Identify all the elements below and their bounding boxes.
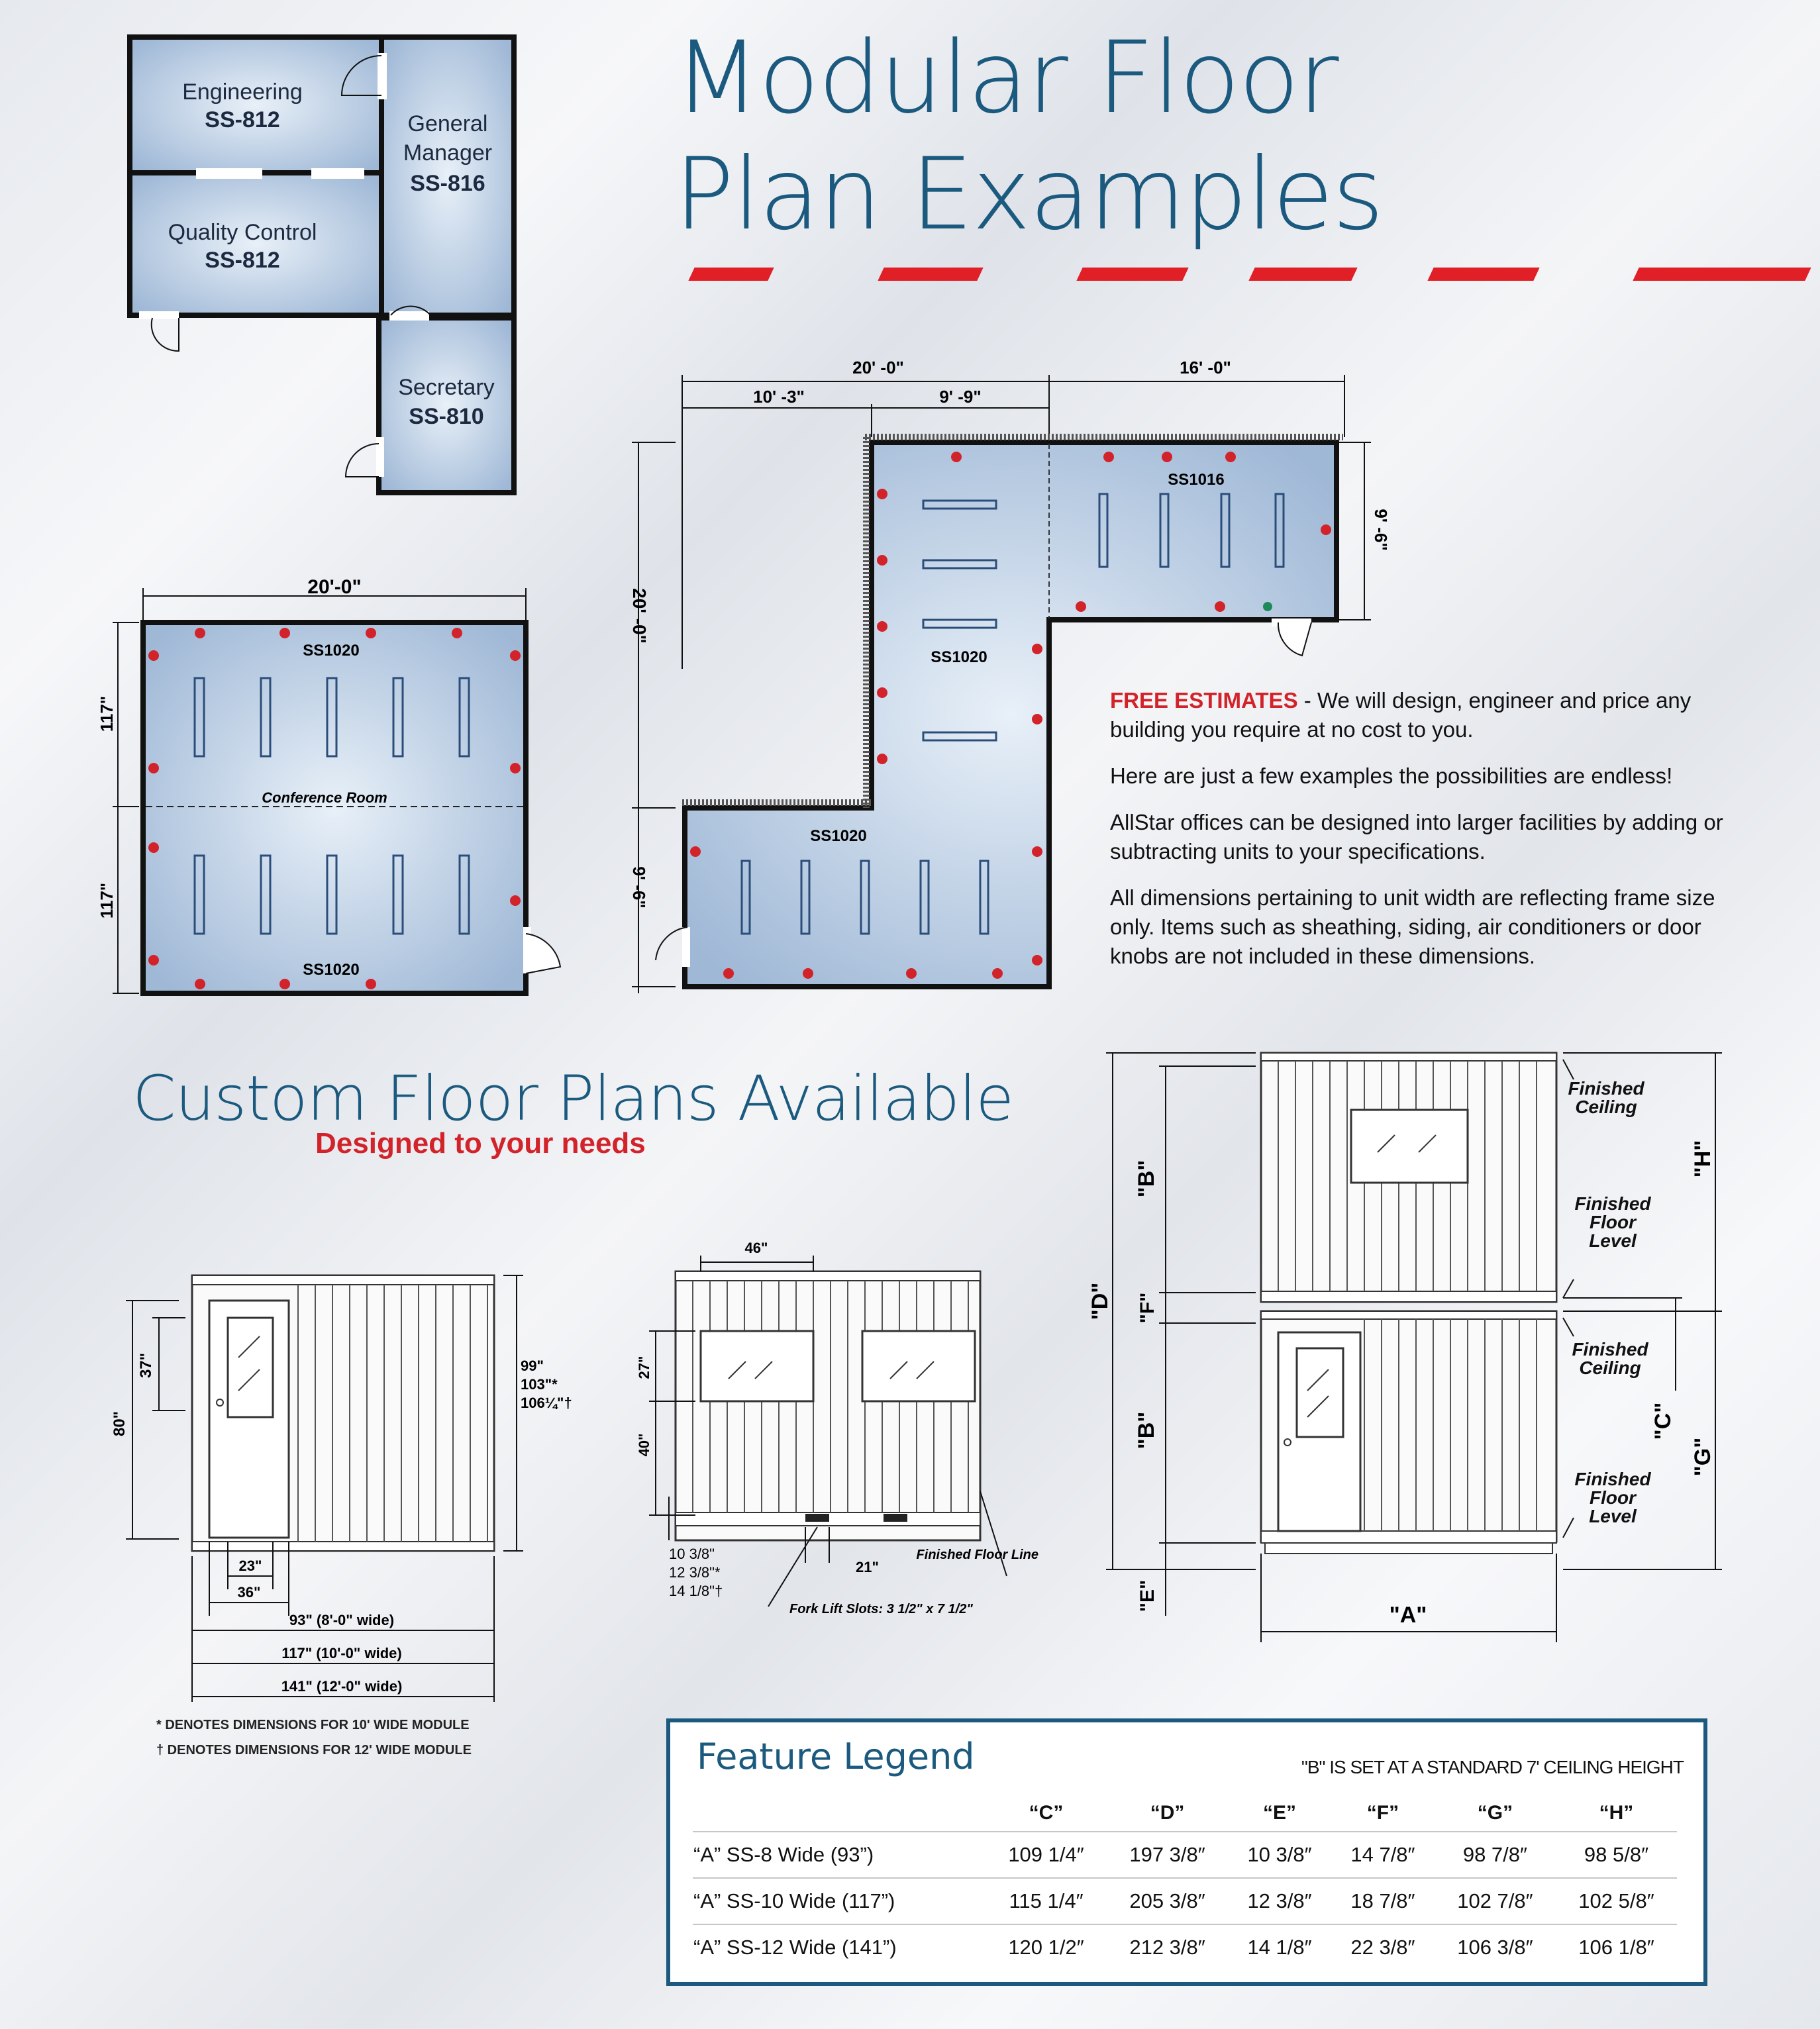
stack-label-b-upper: "B" xyxy=(1134,1160,1159,1198)
table-cell: “A” SS-12 Wide (141”) xyxy=(693,1924,986,1970)
dim-99: 99" xyxy=(521,1358,544,1374)
free-estimates-paragraph xyxy=(1110,686,1733,744)
general-manager-name-2: Manager xyxy=(403,140,493,166)
table-cell: 205 3/8″ xyxy=(1107,1878,1228,1924)
legend-header-row xyxy=(693,1795,1677,1832)
table-cell: 14 1/8″ xyxy=(1228,1924,1331,1970)
door-window xyxy=(228,1318,273,1417)
free-estimates-label: FREE ESTIMATES xyxy=(1110,688,1298,713)
general-manager-name-1: General xyxy=(407,111,488,136)
l-dim-left: 10' -3" xyxy=(753,387,805,407)
page-title xyxy=(674,20,1383,253)
table-cell: 102 5/8″ xyxy=(1556,1878,1677,1924)
table-cell: 12 3/8″ xyxy=(1228,1878,1331,1924)
quality-control-name: Quality Control xyxy=(168,220,317,245)
engineering-name: Engineering xyxy=(182,79,303,105)
table-row xyxy=(693,1924,1677,1970)
legend-header-cell: “G” xyxy=(1477,1802,1513,1824)
dim-106: 106¼"† xyxy=(521,1395,572,1411)
dim-80: 80" xyxy=(111,1410,128,1437)
feature-legend xyxy=(666,1718,1707,1986)
finished-floor-line: Finished Floor Line xyxy=(916,1548,1038,1562)
table-cell: 18 7/8″ xyxy=(1331,1878,1435,1924)
width-117: 117" (10'-0" wide) xyxy=(281,1645,402,1661)
side-elevation xyxy=(629,1232,1093,1629)
custom-floor-plans-heading: Custom Floor Plans Available xyxy=(132,1063,1014,1135)
legend-header-cell: “C” xyxy=(1029,1802,1064,1824)
stack-label-e: "E" xyxy=(1137,1579,1158,1612)
conference-height-dim-bottom: 117" xyxy=(97,882,117,919)
engineering-room xyxy=(130,37,381,173)
quality-control-model: SS-812 xyxy=(205,248,280,273)
fork-lift-slots: Fork Lift Slots: 3 1/2" x 7 1/2" xyxy=(789,1602,973,1616)
secretary-model: SS-810 xyxy=(409,404,484,429)
engineering-model: SS-812 xyxy=(205,107,280,132)
dim-27: 27" xyxy=(636,1356,652,1379)
info-paragraph-4: All dimensions pertaining to unit width are reflecting frame size only. Items such as sheathing, siding, air conditioners or door knobs are not included in these dimensions. xyxy=(1110,885,1715,968)
dim-37: 37" xyxy=(137,1352,155,1379)
finished-floor-level-lower: Finished Floor Level xyxy=(1574,1470,1651,1526)
stack-label-h: "H" xyxy=(1690,1140,1715,1178)
table-cell: 106 1/8″ xyxy=(1556,1924,1677,1970)
title-line-2: Plan Examples xyxy=(674,137,1383,252)
stacked-elevation xyxy=(1086,1040,1748,1656)
table-cell: 10 3/8″ xyxy=(1228,1832,1331,1878)
l-dim-right: 16' -0" xyxy=(1180,358,1231,377)
table-cell: 98 5/8″ xyxy=(1556,1832,1677,1878)
finished-floor-level-upper: Finished Floor Level xyxy=(1574,1195,1651,1251)
legend-ceiling-note: "B" IS SET AT A STANDARD 7' CEILING HEIGHT xyxy=(1301,1757,1684,1777)
l-label-ss1020-a: SS1020 xyxy=(931,648,987,666)
table-row xyxy=(693,1832,1677,1878)
dim-40: 40" xyxy=(636,1433,652,1457)
side-window-left xyxy=(701,1331,813,1401)
legend-header-cell: “F” xyxy=(1366,1802,1399,1824)
l-dim-mid: 9' -9" xyxy=(939,387,982,407)
table-cell: 115 1/4″ xyxy=(986,1878,1107,1924)
table-cell: 212 3/8″ xyxy=(1107,1924,1228,1970)
table-cell: 22 3/8″ xyxy=(1331,1924,1435,1970)
table-cell: 109 1/4″ xyxy=(986,1832,1107,1878)
dim-10-3-8: 10 3/8" xyxy=(669,1546,715,1562)
general-manager-model: SS-816 xyxy=(410,171,485,196)
stack-label-g: "G" xyxy=(1690,1437,1715,1477)
table-row xyxy=(693,1878,1677,1924)
info-block xyxy=(1110,686,1733,988)
legend-table xyxy=(693,1795,1677,1970)
dim-103: 103"* xyxy=(521,1376,558,1393)
conference-room-label: Conference Room xyxy=(262,789,387,806)
title-line-1: Modular Floor xyxy=(674,21,1338,136)
legend-header-cell: “H” xyxy=(1599,1802,1634,1824)
table-cell: 106 3/8″ xyxy=(1435,1924,1556,1970)
dim-12-3-8: 12 3/8"* xyxy=(669,1564,721,1581)
stack-label-a: "A" xyxy=(1389,1603,1427,1628)
conference-width-dim: 20'-0" xyxy=(307,576,362,598)
table-cell: 14 7/8″ xyxy=(1331,1832,1435,1878)
office-floor-plan xyxy=(119,26,530,503)
table-cell: 120 1/2″ xyxy=(986,1924,1107,1970)
dim-46: 46" xyxy=(744,1240,768,1256)
info-paragraph-2: Here are just a few examples the possibilities are endless! xyxy=(1110,764,1673,788)
l-label-ss1016: SS1016 xyxy=(1168,471,1225,489)
table-cell: 197 3/8″ xyxy=(1107,1832,1228,1878)
note-12-wide: † DENOTES DIMENSIONS FOR 12' WIDE MODULE xyxy=(156,1743,472,1757)
width-93: 93" (8'-0" wide) xyxy=(289,1612,395,1628)
stack-label-d: "D" xyxy=(1087,1282,1113,1320)
conference-floor-plan xyxy=(86,569,589,1007)
legend-header-cell: “E” xyxy=(1263,1802,1297,1824)
table-cell: “A” SS-10 Wide (117”) xyxy=(693,1878,986,1924)
stack-label-c: "C" xyxy=(1650,1402,1676,1440)
secretary-name: Secretary xyxy=(398,375,495,400)
l-dim-vertical: 20' -0" xyxy=(629,588,650,644)
info-paragraph-3: AllStar offices can be designed into larger facilities by adding or subtracting units to your specifications. xyxy=(1110,810,1723,864)
conference-height-dim-top: 117" xyxy=(97,695,117,732)
legend-header-cell xyxy=(693,1795,986,1832)
dim-36: 36" xyxy=(237,1584,261,1601)
note-10-wide: * DENOTES DIMENSIONS FOR 10' WIDE MODULE xyxy=(156,1718,470,1732)
side-window-right xyxy=(862,1331,975,1401)
table-cell: 98 7/8″ xyxy=(1435,1832,1556,1878)
designed-subheading: Designed to your needs xyxy=(315,1127,646,1160)
dim-21: 21" xyxy=(856,1559,879,1575)
finished-ceiling-upper: Finished Ceiling xyxy=(1568,1079,1644,1117)
dim-14-1-8: 14 1/8"† xyxy=(669,1583,723,1599)
front-elevation xyxy=(106,1258,609,1735)
legend-header-cell: “D” xyxy=(1150,1802,1185,1824)
finished-ceiling-lower: Finished Ceiling xyxy=(1572,1340,1648,1378)
l-label-ss1020-b: SS1020 xyxy=(810,827,867,845)
width-141: 141" (12'-0" wide) xyxy=(281,1678,403,1695)
dim-23: 23" xyxy=(238,1558,262,1574)
conference-bottom-label: SS1020 xyxy=(303,961,360,979)
l-dim-bottom-left: 9' -6" xyxy=(629,866,649,909)
table-cell: “A” SS-8 Wide (93”) xyxy=(693,1832,986,1878)
legend-title: Feature Legend xyxy=(697,1736,975,1777)
l-dim-right-side: 9' -6" xyxy=(1371,509,1391,551)
upper-window xyxy=(1351,1110,1468,1183)
free-estimates-text: - We will design, engineer and price any building you require at no cost to you. xyxy=(1110,688,1692,742)
conference-top-label: SS1020 xyxy=(303,642,360,660)
l-dim-overall: 20' -0" xyxy=(852,358,904,377)
stack-label-f: "F" xyxy=(1137,1292,1158,1324)
table-cell: 102 7/8″ xyxy=(1435,1878,1556,1924)
stack-label-b-lower: "B" xyxy=(1134,1411,1159,1450)
